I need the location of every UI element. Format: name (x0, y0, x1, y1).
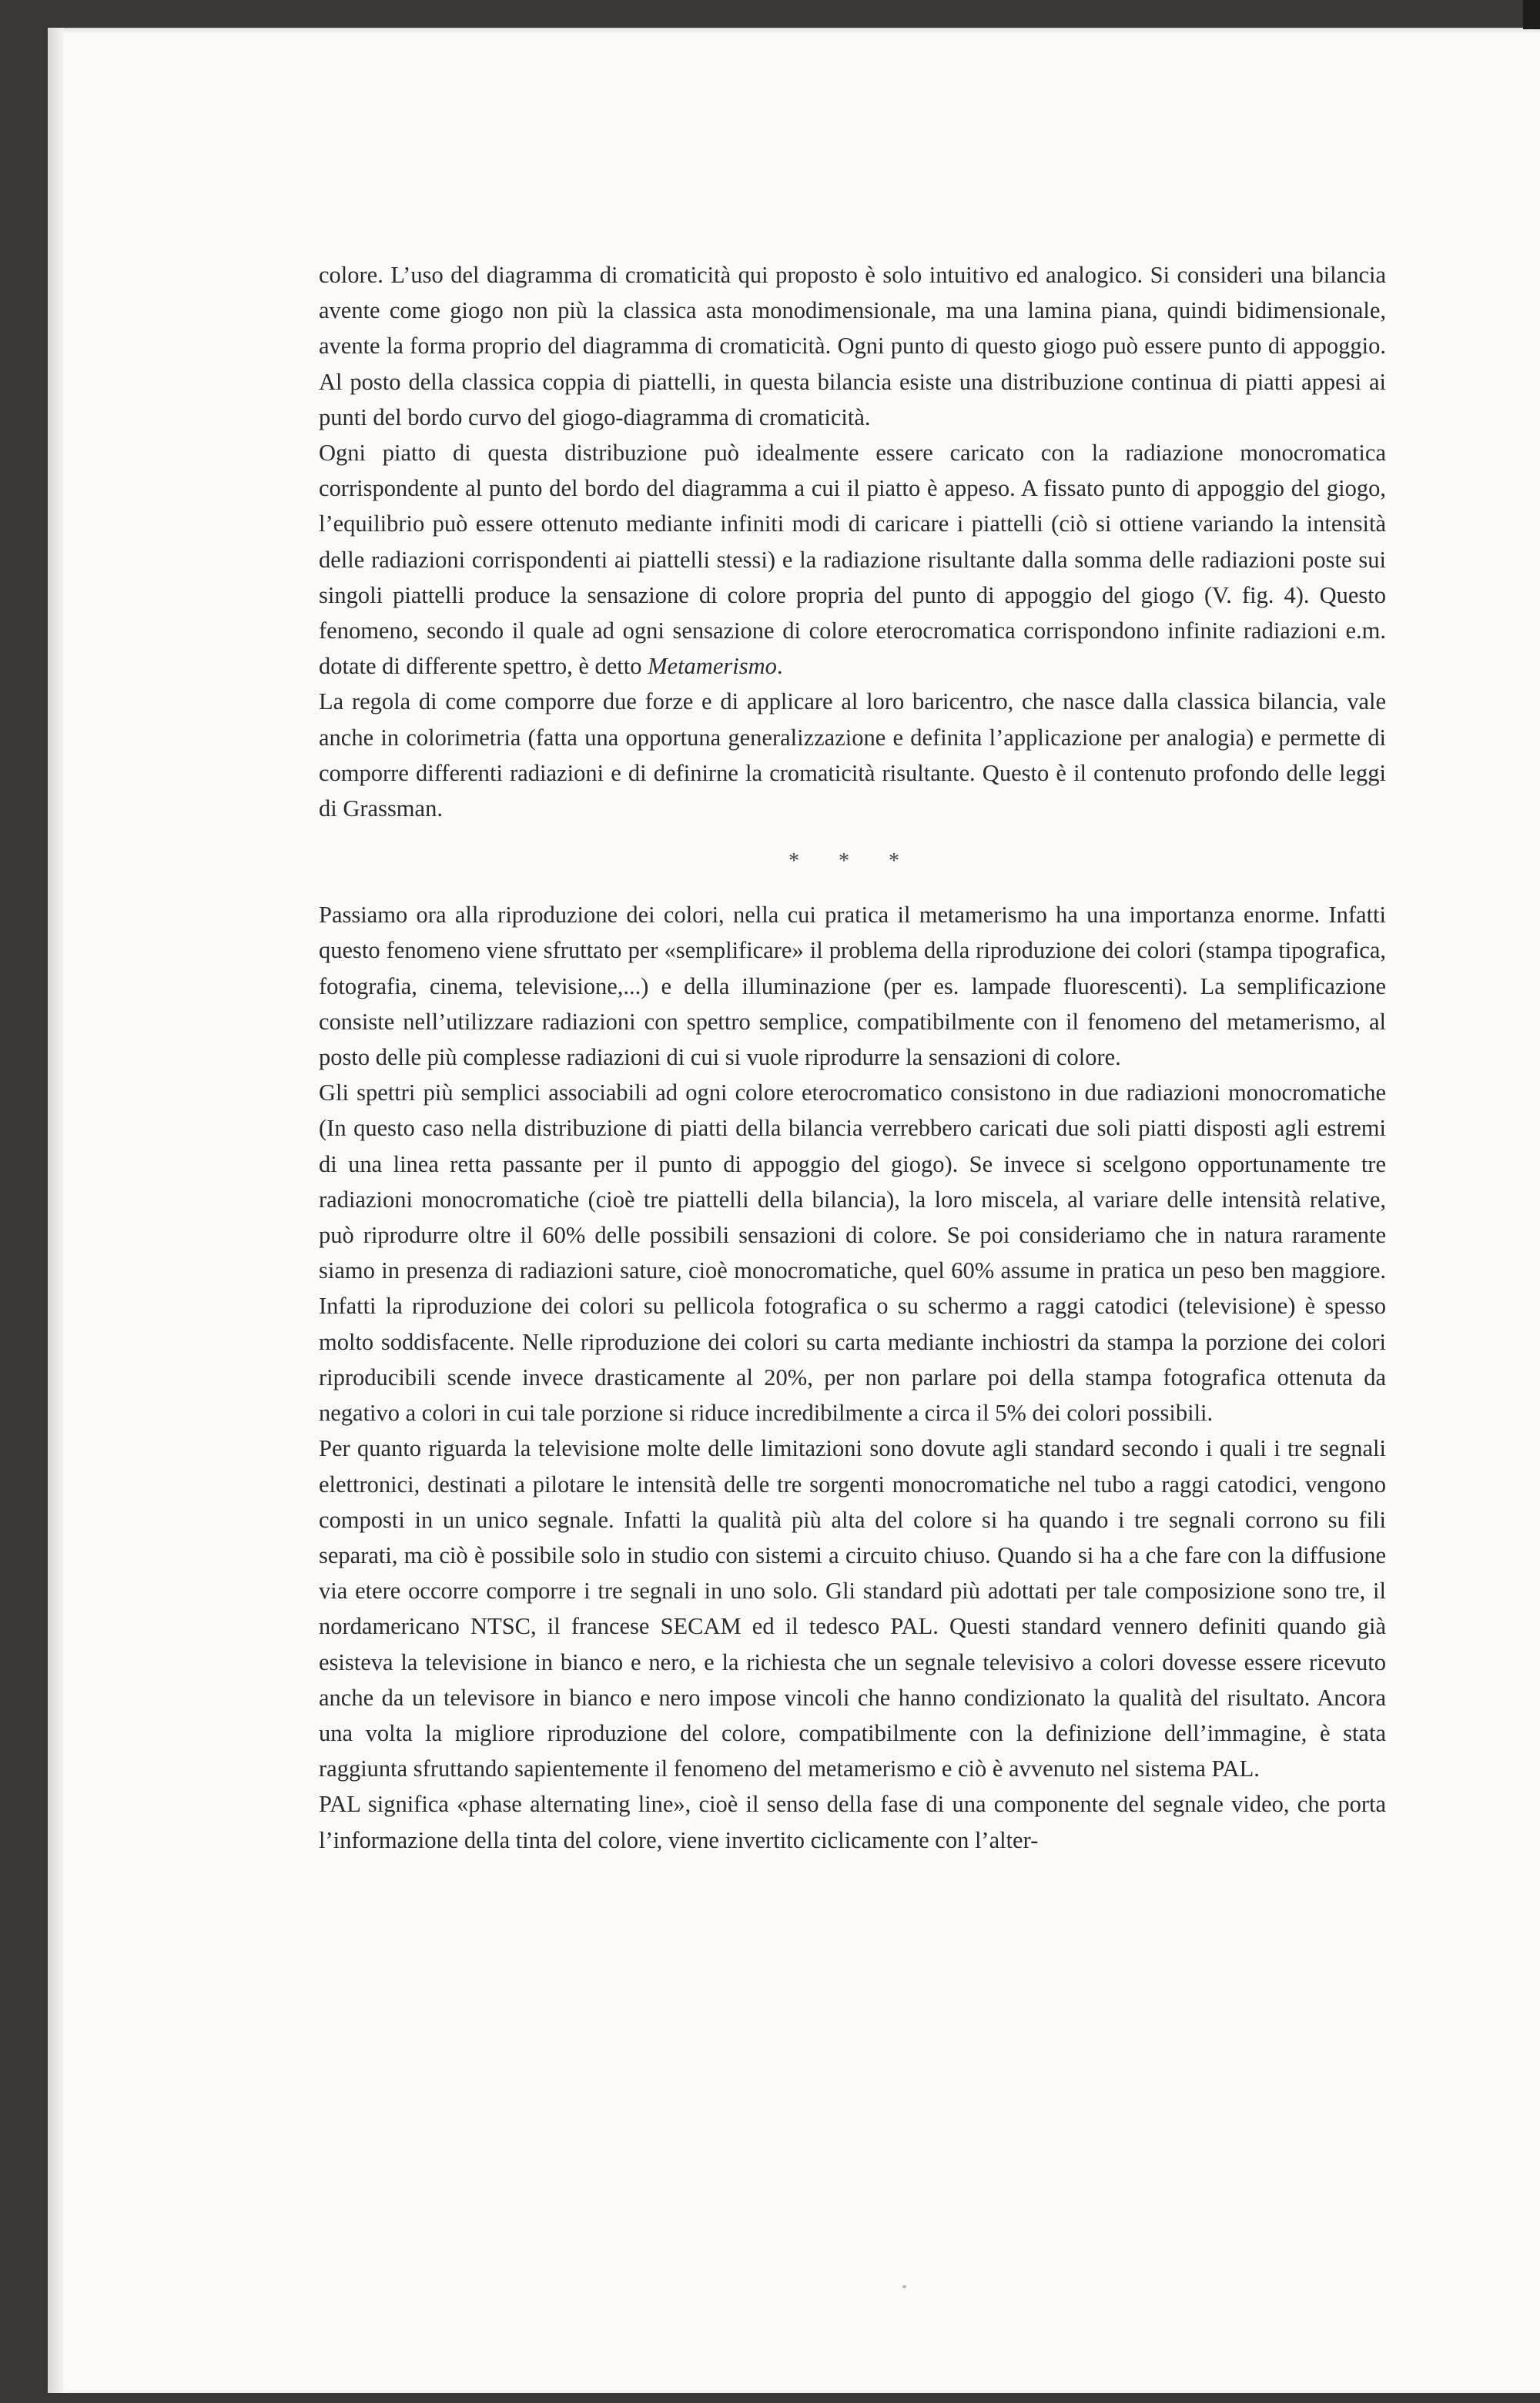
paragraph-piatto: Ogni piatto di questa distribuzione può idealmente essere caricato con la radiazione monocromatica corrispondente al punto del bordo del diagramma a cui il piatto è appeso. A fissato punto di appoggio del giogo, l’equilibrio può essere ottenuto mediante infiniti modi di caricare i piattelli (ciò si ottiene variando la intensità delle radiazioni corrispondenti ai piattelli stessi) e la radiazione risultante dalla somma delle radiazioni poste sui singoli piattelli produce la sensazione di colore propria del punto di appoggio del giogo (V. fig. 4). Questo fenomeno, secondo il quale ad ogni sensazione di colore eterocromatica corrispondono infinite radiazioni e.m. dotate di differente spettro, è detto Metamerismo. (319, 440, 1386, 680)
paragraph-grassman: La regola di come comporre due forze e di applicare al loro baricentro, che nasce dalla classica bilancia, vale anche in colorimetria (fatta una opportuna generalizzazione e definita l’applicazione per analogia) e permette di comporre differenti radiazioni e di definirne la cromaticità risultante. Questo è il contenuto profondo delle leggi di Grassman. (319, 688, 1386, 822)
document-page (48, 28, 1540, 2393)
paragraph-piatto-text: Ogni piatto di questa distribuzione può idealmente essere caricato con la radiazione monocromatica corrispondente al punto del bordo del diagramma a cui il piatto è appeso. A fissato punto di appoggio del giogo, l’equilibrio può essere ottenuto mediante infiniti modi di caricare i piattelli (ciò si ottiene variando la intensità delle radiazioni corrispondenti ai piattelli stessi) e la radiazione risultante dalla somma delle radiazioni poste sui singoli piattelli produce la sensazione di colore propria del punto di appoggio del giogo (V. fig. 4). Questo fenomeno, secondo il quale ad ogni sensazione di colore eterocromatica corrispondono infinite radiazioni e.m. dotate di differente spettro, è detto (319, 440, 1386, 680)
paragraph-spettri: Gli spettri più semplici associabili ad ogni colore eterocromatico consistono in due radiazioni monocromatiche (In questo caso nella distribuzione di piatti della bilancia verrebbero caricati due soli piatti disposti agli estremi di una linea retta passante per il punto di appoggio del giogo). Se invece si scelgono opportunamente tre radiazioni monocromatiche (cioè tre piattelli della bilancia), la loro miscela, al variare delle intensità relative, può riprodurre oltre il 60% delle possibili sensazioni di colore. Se poi consideriamo che in natura raramente siamo in presenza di radiazioni sature, cioè monocromatiche, quel 60% assume in pratica un peso ben maggiore. Infatti la riproduzione dei colori su pellicola fotografica o su schermo a raggi catodici (televisione) è spesso molto soddisfacente. Nelle riproduzione dei colori su carta mediante inchiostri da stampa la porzione dei colori riproducibili scende invece drasticamente al 20%, per non parlare poi della stampa fotografica ottenuta da negativo a colori in cui tale porzione si riduce incredibilmente a circa il 5% dei colori possibili. (319, 1079, 1386, 1427)
paper-speck (902, 2285, 906, 2288)
section-separator: * * * (788, 849, 916, 874)
metamerismo-term: Metamerismo (648, 653, 777, 680)
body-text (319, 257, 1386, 1858)
paragraph-riproduzione: Passiamo ora alla riproduzione dei colori, nella cui pratica il metamerismo ha una importanza enorme. Infatti questo fenomeno viene sfruttato per «semplificare» il problema della riproduzione dei colori (stampa tipografica, fotografia, cinema, televisione,...) e della illuminazione (per es. lampade fluorescenti). La semplificazione consiste nell’utilizzare radiazioni con spettro semplice, compatibilmente con il fenomeno del metamerismo, al posto delle più complesse radiazioni di cui si vuole riprodurre la sensazioni di colore. (319, 902, 1386, 1071)
page-binding-edge (48, 28, 63, 2393)
paragraph-bilancia: colore. L’uso del diagramma di cromaticità qui proposto è solo intuitivo ed analogico. Si consideri una bilancia avente come giogo non più la classica asta monodimensionale, ma una lamina piana, quindi bidimensionale, avente la forma proprio del diagramma di cromaticità. Ogni punto di questo giogo può essere punto di appoggio. Al posto della classica coppia di piattelli, in questa bilancia esiste una distribuzione continua di piatti appesi ai punti del bordo curvo del giogo-diagramma di cromaticità. (319, 262, 1386, 430)
corner-shadow (1523, 0, 1540, 29)
paragraph-pal: PAL significa «phase alternating line», cioè il senso della fase di una componente del segnale video, che porta l’informazione della tinta del colore, viene invertito ciclicamente con l’alter- (319, 1791, 1386, 1853)
paragraph-televisione: Per quanto riguarda la televisione molte delle limitazioni sono dovute agli standard secondo i quali i tre segnali elettronici, destinati a pilotare le intensità delle tre sorgenti monocromatiche nel tubo a raggi catodici, vengono composti in un unico segnale. Infatti la qualità più alta del colore si ha quando i tre segnali corrono su fili separati, ma ciò è possibile solo in studio con sistemi a circuito chiuso. Quando si ha a che fare con la diffusione via etere occorre comporre i tre segnali in uno solo. Gli standard più adottati per tale composizione sono tre, il nordamericano NTSC, il francese SECAM ed il tedesco PAL. Questi standard vennero definiti quando già esisteva la televisione in bianco e nero, e la richiesta che un segnale televisivo a colori dovesse essere ricevuto anche da un televisore in bianco e nero impose vincoli che hanno condizionato la qualità del risultato. Ancora una volta la migliore riproduzione del colore, compatibilmente con la definizione dell’immagine, è stata raggiunta sfruttando sapientemente il fenomeno del metamerismo e ciò è avvenuto nel sistema PAL. (319, 1435, 1386, 1782)
